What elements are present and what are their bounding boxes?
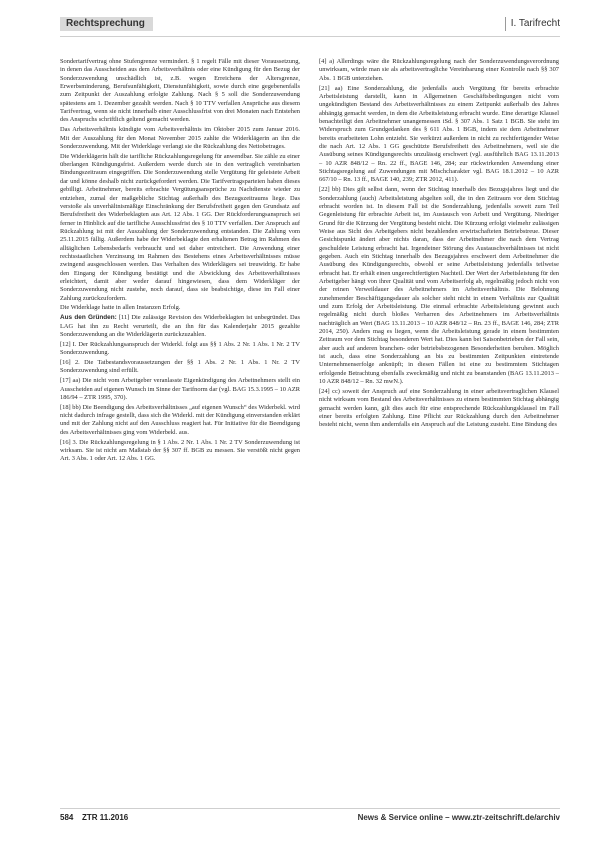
paragraph-text: [16] 3. Die Rückzahlungsregelung in § 1 Abs. 2 Nr. 1 Abs. 1 Nr. 2 TV Sonderzuwendung ist wirksam. Sie ist nicht am Maßstab der §§ 307 ff. BGB zu messen. Sie verstößt nicht gegen Art. 3 Abs. 1 oder Art. 12 Abs. 1 GG. bbox=[60, 438, 300, 463]
paragraph bbox=[60, 439, 300, 464]
archive-link[interactable]: News & Service online – www.ztr-zeitschrift.de/archiv bbox=[357, 813, 560, 822]
paragraph bbox=[319, 58, 559, 83]
paragraph bbox=[319, 388, 559, 430]
paragraph-text: Das Arbeitsverhältnis kündigte vom Arbeitsverhältnis im Oktober 2015 zum Januar 2016. Mit der Auszahlung für den Monat November 2015 zahlte die Widerklägerin an ihn die Sonderzuwendung. Mit der Widerklage verlangt sie die Rückzahlung des Nettobetrages. bbox=[60, 126, 300, 150]
paragraph bbox=[60, 126, 300, 151]
page-header bbox=[60, 14, 560, 37]
paragraph-lead: Aus den Gründen: bbox=[60, 314, 117, 322]
paragraph bbox=[60, 314, 300, 339]
paragraph bbox=[60, 58, 300, 125]
journal-issue: ZTR 11.2016 bbox=[82, 813, 129, 822]
right-column bbox=[319, 58, 559, 430]
paragraph-text: Die Widerklägerin hält die tarifliche Rückzahlungsregelung für anwendbar. Sie zähle zu einer überlangen Kündigungsfrist. Außerdem werde durch sie in den vertraglich vereinbarten Bindungszeitraum eingegriffen. Die Sonderzuwendung stelle Vergütung für geleistete Arbeit dar und könne deshalb nicht zurückgefordert werden. Die Tarifvertragsparteien haben dieses gebilligt. Arbeitnehmer, bereits erbrachte Vergütungsansprüche zu Nachdienste wieder zu entziehen, zumal der maßgebliche Stichtag außerhalb des Bezugszeitraums liege. Das verstoße als unverhältnismäßige Einschränkung der Berufsfreiheit gegen den Grundsatz auf Berufsfreiheit des Widerbeklagten aus Art. 12 Abs. 1 GG. Der Rückforderungsanspruch sei ferner in Hinblick auf die tarifliche Ausschlussfrist des § 10 TTV verfallen. Der Anspruch auf Rückzahlung ist mit der Auszahlung der Sonderzuwendung entstanden. Die Zahlung vom 25.11.2015 fällig. Außerdem habe der Widerbeklagte den erhaltenen Betrag im Rahmen des alltäglichen Lebensbedarfs verbraucht und sei daher entreichert. Die Anwendung einer rechtsstaatlichen Verzinsung im Rahmen des Bestehens eines Arbeitsverhältnisses müsse zwingend ausgeschlossen werden. Das Verhalten des Widerklägers sei treuwidrig. Er habe den Eingang der Kündigung bestätigt und die Abwicklung des Arbeitsverhältnisses erleichtert, damit aber weder darauf hingewiesen, dass dem Widerkläger der Sonderzuwendung nicht zustehe, noch darauf, dass sie beabsichtige, diese im Fall einer Zahlung zurückzufordern. bbox=[60, 152, 300, 302]
paragraph bbox=[60, 304, 300, 312]
section-label: Rechtsprechung bbox=[60, 17, 153, 31]
paragraph bbox=[319, 85, 559, 185]
page-footer bbox=[60, 808, 560, 825]
category-label: I. Tarifrecht bbox=[505, 17, 560, 31]
paragraph-text: [11] Die zulässige Revision des Widerbeklagten ist unbegründet. Das LAG hat ihn zu Recht verurteilt, die an ihn für das Kalenderjahr 2015 gezahlte Sonderzuwendung an die Widerklägerin zurückzuzahlen. bbox=[60, 314, 300, 338]
paragraph-text: [12] I. Der Rückzahlungsanspruch der Widerkl. folgt aus §§ 1 Abs. 2 Nr. 1 Abs. 1 Nr. 2 TV Sonderzuwendung. bbox=[60, 340, 300, 357]
paragraph bbox=[60, 377, 300, 402]
paragraph bbox=[60, 359, 300, 376]
paragraph-text: Sondertarifvertrag ohne Stufengrenze vermindert. § 1 regelt Fälle mit dieser Voraussetzung, in denen das Ausscheiden aus dem Arbeitsverhältnis oder eine Kündigung für den Bezug der Sonderzuwendung unschädlich ist, z.B. wegen Erreichens der Altersgrenze, Erwerbsminderung, Berufsunfähigkeit, Dienstunfähigkeit, sowie durch eine gegebenenfalls zum Zeitpunkt der Auszahlung erfolgte Zahlung. Nach § 5 soll die Sonderzuwendung spätestens am 1. Dezember gezahlt werden. Nach § 10 TTV verfallen Ansprüche aus diesem Tarifvertrag, wenn sie nicht innerhalb einer Ausschlussfrist von drei Monaten nach Entstehen des Anspruchs schriftlich geltend gemacht werden. bbox=[60, 58, 300, 124]
paragraph-text: [17] aa) Die nicht vom Arbeitgeber veranlasste Eigenkündigung des Arbeitnehmers stellt ein Ausscheiden auf eigenen Wunsch im Sinne der Tarifnorm dar (vgl. BAG 15.3.1995 – 10 AZR 186/94 – ZTR 1995, 370). bbox=[60, 377, 300, 401]
paragraph-text: [24] cc) soweit der Anspruch auf eine Sonderzahlung in einer arbeitsvertraglichen Klausel nicht wirksam vom Bestand des Arbeitsverhältnisses zu einem bestimmten Stichtag abhängig gemacht werden kann, gilt dies auch für eine entsprechende Rückzahlungsklausel im Fall einer bereits erfolgten Zahlung. Eine Pflicht zur Rückzahlung durch den Arbeitnehmer besteht nicht, wenn ihm andernfalls ein Anspruch auf die Leistung zusteht. Eine Bindung des bbox=[319, 387, 559, 429]
paragraph-text: Die Widerklage hatte in allen Instanzen Erfolg. bbox=[60, 304, 181, 312]
paragraph bbox=[319, 186, 559, 386]
paragraph-text: [22] bb) Dies gilt selbst dann, wenn der Stichtag innerhalb des Bezugsjahres liegt und die Sonderzahlung (auch) Arbeitsleistung abgelten soll, die in den Zeitraum vor dem Stichtag erbracht worden ist. In diesem Fall ist die Sonderzahlung, jedenfalls soweit zum Teil Gegenleistung für erbrachte Arbeit ist, im Austausch von Arbeit und Vergütung. Niedriger Grund für die Kürzung der Vergütung besteht nicht. Die Kürzung erfolgt vielmehr zulässigen Weise aus Sicht des Arbeitgebers nicht bezahlenden erwirtschafteten Betriebstreue. Dieser Gesichtspunkt ändert aber nichts daran, dass der Arbeitnehmer die nach dem Vertrag geschuldete Leistung erbracht hat. Irgendeiner Störung des Austauschverhältnisses ist nicht gegeben. Auch ein Stichtag innerhalb des Bezugsjahres erschwert dem Arbeitnehmer die Ausübung des Kündigungsrechts, obwohl er seine Arbeitsleistung jedenfalls teilweise erbracht hat. Er erhält einen ungerechtfertigten Nachteil. Der Wert der Arbeitsleistung für den Arbeitgeber hängt von ihrer Qualität und vom Arbeitserfolg ab, regelmäßig jedoch nicht von der reinen Verweildauer des Arbeitnehmers im Arbeitsverhältnis. Die Belohnung zunehmender Beschäftigungsdauer als solcher steht nicht in einem Verhältnis zur Qualität und zum Erfolg der Arbeitsleistung. Die einmal erbrachte Arbeitsleistung gewinnt auch regelmäßig nicht durch bloßes Verharren des Arbeitnehmers im Arbeitsverhältnis nachträglich an Wert (BAG 13.11.2013 – 10 AZR 848/12 – Rn. 23 ff., BAGE 146, 284; ZTR 2014, 250). Anders mag es liegen, wenn die Arbeitsleistung gerade in einem bestimmten Zeitraum vor dem Stichtag besonderen Wert hat. Dies kann bei Saisonbetrieben der Fall sein, aber auch auf anderen branchen- oder betriebsbezogenen Besonderheiten beruhen. Möglich ist auch, dass eine Sonderzahlung an bis zu bestimmten Zeitpunkten eintretende Unternehmenserfolge anknüpft; in diesen Fällen ist eine zu bestimmtem Stichtagen erfolgende Betrachtung ebenfalls zweckmäßig und nicht zu beanstanden (BAG 13.11.2013 – 10 AZR 848/12 – Rn. 32 mwN.). bbox=[319, 186, 559, 386]
page-number: 584 bbox=[60, 813, 74, 822]
paragraph-text: [18] bb) Die Beendigung des Arbeitsverhältnisses „auf eigenen Wunsch“ des Widerbekl. wird nicht dadurch infrage gestellt, dass sich die Widerkl. mit der Kündigung einverstanden erklärt und mit der Zahlung nicht auf den Ausschluss reagiert hat. Für Initiative für die Beendigung des Arbeitsverhältnisses ging vom Widerbekl. aus. bbox=[60, 403, 300, 436]
paragraph-text: [16] 2. Die Tatbestandsvoraussetzungen der §§ 1 Abs. 2 Nr. 1 Abs. 1 Nr. 2 TV Sonderzuwendung sind erfüllt. bbox=[60, 359, 300, 375]
paragraph bbox=[60, 153, 300, 303]
paragraph-text: [21] aa) Eine Sonderzahlung, die jedenfalls auch Vergütung für bereits erbrachte Arbeitsleistung darstellt, kann in Allgemeinen Geschäftsbedingungen nicht vom ungekündigten Bestand des Arbeitsverhältnisses zu einem Zeitpunkt außerhalb des Jahres abhängig gemacht werden, in dem die Arbeitsleistung erbracht wurde. Eine derartige Klausel benachteiligt den Arbeitnehmer unangemessen iSd. § 307 Abs. 1 Satz 1 BGB. Sie steht im Widerspruch zum Grundgedanken des § 611 Abs. 1 BGB, indem sie dem Arbeitnehmer bereits erarbeiteten Lohn entzieht. Sie verkürzt außerdem in nicht zu rechtfertigender Weise die nach Art. 12 Abs. 1 GG geschützte Berufsfreiheit des Arbeitnehmers, weil sie die Ausübung seines Kündigungsrechts unzulässig erschwert (vgl. ausführlich BAG 13.11.2013 – 10 AZR 848/12 – Rn. 22 ff., BAGE 146, 284; zur rückwirkenden Anwendung einer Stichtagsregelung auf Zuwendungen mit Mischcharakter vgl. BAG 18.1.2012 – 10 AZR 667/10 – Rn. 13 ff., BAGE 140, 239; ZTR 2012, 411). bbox=[319, 84, 559, 184]
paragraph bbox=[60, 404, 300, 437]
paragraph-text: [4] a) Allerdings wäre die Rückzahlungsregelung nach der Sonderzuwendungsverordnung unwirksam, würde man sie als arbeitsvertragliche Vereinbarung einer Kontrolle nach §§ 307 Abs. 1 BGB unterziehen. bbox=[319, 58, 559, 82]
left-column bbox=[60, 58, 300, 464]
paragraph bbox=[60, 341, 300, 358]
